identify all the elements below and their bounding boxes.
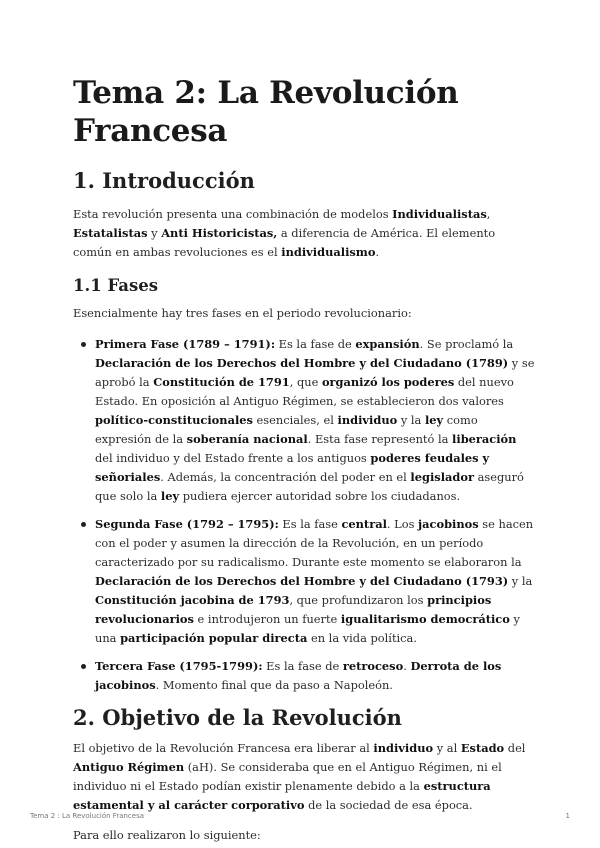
- list-item-segunda-fase: Segunda Fase (1792 – 1795): Es la fase central. Los jacobinos se hacen con el poder y asumen la dirección de la Revolución, en un período caracterizado por su radicalismo. Durante este momento se elaboraron la Declaración de los Derechos del Hombre y del Ciudadano (1793) y la Constitución jacobina de 1793, que profundizaron los principios revolucionarios e introdujeron un fuerte igualitarismo democrático y una participación popular directa en la vida política.: [73, 515, 535, 648]
- bullet-icon: [81, 342, 86, 347]
- bullet-icon: [81, 664, 86, 669]
- page-footer: [30, 812, 570, 820]
- page-title: Tema 2: La Revolución Francesa: [73, 75, 459, 149]
- section-heading-introduccion: 1. Introducción: [73, 168, 255, 193]
- fases-list: [73, 335, 535, 695]
- footer-title: Tema 2 : La Revolución Francesa: [30, 812, 145, 820]
- list-item-primera-fase: Primera Fase (1789 – 1791): Es la fase de expansión. Se proclamó la Declaración de los Derechos del Hombre y del Ciudadano (1789) y se aprobó la Constitución de 1791, que organizó los poderes del nuevo Estado. En oposición al Antiguo Régimen, se establecieron dos valores político-constitucionales esenciales, el individuo y la ley como expresión de la soberanía nacional. Esta fase representó la liberación del individuo y del Estado frente a los antiguos poderes feudales y señoriales. Además, la concentración del poder en el legislador aseguró que solo la ley pudiera ejercer autoridad sobre los ciudadanos.: [73, 335, 535, 506]
- bullet-icon: [81, 522, 86, 527]
- document-page: [73, 74, 535, 845]
- objetivo-paragraph-2: Para ello realizaron lo siguiente:: [73, 828, 261, 842]
- objetivo-paragraph: El objetivo de la Revolución Francesa era liberar al individuo y al Estado del Antiguo Régimen (aH). Se consideraba que en el Antiguo Régimen, ni el individuo ni el Estado podían existir plenamente debido a la estructura estamental y al carácter corporativo de la sociedad de esa época.: [73, 741, 526, 812]
- list-item-tercera-fase: Tercera Fase (1795-1799): Es la fase de retroceso. Derrota de los jacobinos. Momento final que da paso a Napoleón.: [73, 657, 535, 695]
- page-number: 1: [565, 812, 570, 820]
- section-heading-fases: 1.1 Fases: [73, 276, 159, 295]
- section-heading-objetivo: 2. Objetivo de la Revolución: [73, 705, 402, 730]
- fases-lead-paragraph: Esencialmente hay tres fases en el periodo revolucionario:: [73, 306, 412, 320]
- intro-paragraph: Esta revolución presenta una combinación de modelos Individualistas, Estatalistas y Anti Historicistas, a diferencia de América. El elemento común en ambas revoluciones es el individualismo.: [73, 207, 496, 259]
